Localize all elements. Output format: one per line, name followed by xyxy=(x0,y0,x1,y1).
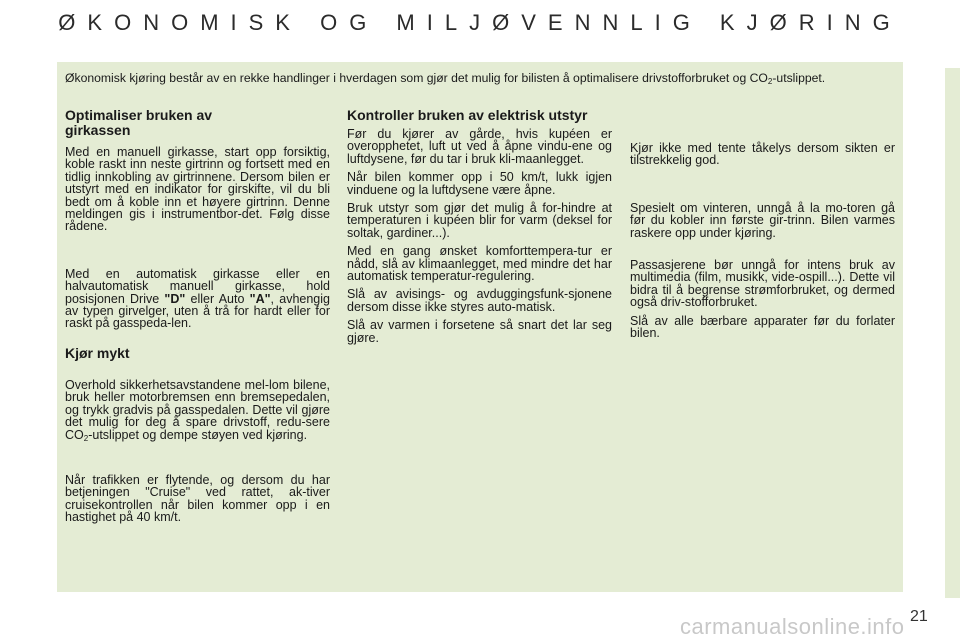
page-number: 21 xyxy=(910,608,928,625)
page-title: ØKONOMISK OG MILJØVENNLIG KJØRING xyxy=(58,10,902,35)
paragraph-defrosting: Slå av avisings- og avduggingsfunk-sjonene dersom disse ikke styres auto-matisk. xyxy=(347,287,612,314)
heading-gearbox: Optimaliser bruken av girkassen xyxy=(65,107,213,138)
paragraph-manual-gearbox: Med en manuell girkasse, start opp forsiktig, koble raskt inn neste girtrinn og fortsett med en tidlig innkobling av girtrinnene. Dersom bilen er utstyrt med en indikator for girskifte, vil du bli bedt om å koble inn et høyere girtrinn. Denne meldingen gis i instrumentbor-det. Følg disse rådene. xyxy=(65,145,330,234)
paragraph-seat-heating: Slå av varmen i forsetene så snart det lar seg gjøre. xyxy=(347,318,612,345)
side-tab xyxy=(945,68,960,598)
paragraph-cruise-control: Når trafikken er flytende, og dersom du har betjeningen "Cruise" ved rattet, ak-tiver cruisekontrollen når bilen kommer opp i en hastighet på 40 km/t. xyxy=(65,472,330,525)
paragraph-safety-distance: Overhold sikkerhetsavstandene mel-lom bilene, bruk heller motorbremsen enn bremsepedalen, og trykk gradvis på gasspedalen. Dette vil gjøre det mulig for deg å spare drivstoff, redu-sere $CO_2$-utslippet og dempe støyen ved kjøring. xyxy=(65,377,330,443)
column-3 xyxy=(630,142,895,339)
content-panel xyxy=(57,62,903,592)
watermark: carmanualsonline.info xyxy=(680,614,905,639)
paragraph-close-windows: Når bilen kommer opp i 50 km/t, lukk igjen vinduene og la luftdysene være åpne. xyxy=(347,170,612,197)
paragraph-sun-protection: Bruk utstyr som gjør det mulig å for-hindre at temperaturen i kupéen blir for varm (deksel for soltak, gardiner...). xyxy=(347,201,612,240)
heading-electrical-equipment: Kontroller bruken av elektrisk utstyr xyxy=(347,107,588,123)
paragraph-air-conditioning: Med en gang ønsket komforttempera-tur er nådd, slå av klimaanlegget, med mindre det har automatisk temperatur-regulering. xyxy=(347,244,612,284)
paragraph-winter-engine: Spesielt om vinteren, unngå å la mo-toren gå før du kobler inn første gir-trinn. Bilen varmes raskere opp under kjøring. xyxy=(630,200,895,240)
intro-text: Økonomisk kjøring består av en rekke handlinger i hverdagen som gjør det mulig for bilisten å optimalisere drivstofforbruket og $CO_2$-utslippet. xyxy=(65,71,826,86)
paragraph-fog-lights: Kjør ikke med tente tåkelys dersom sikten er tilstrekkelig god. xyxy=(630,141,895,168)
column-1 xyxy=(65,108,330,524)
column-2 xyxy=(347,108,612,344)
paragraph-automatic-gearbox: Med en automatisk girkasse eller en halvautomatisk manuell girkasse, hold posisjonen Drive "D" eller Auto "A", avhengig av typen girvelger, uten å trå for hardt eller for raskt på gasspeda-len. xyxy=(65,266,330,331)
heading-drive-smoothly: Kjør mykt xyxy=(65,344,130,361)
paragraph-multimedia: Passasjerene bør unngå for intens bruk av multimedia (film, musikk, vide-ospill...). Dette vil bidra til å begrense strømforbruket, og dermed også driv-stofforbruket. xyxy=(630,258,895,310)
paragraph-ventilate: Før du kjører av gårde, hvis kupéen er overopphetet, luft ut ved å åpne vindu-ene og luftdysene, før du tar i bruk kli-maanlegget. xyxy=(347,127,612,166)
paragraph-portable-devices: Slå av alle bærbare apparater før du forlater bilen. xyxy=(630,313,895,341)
